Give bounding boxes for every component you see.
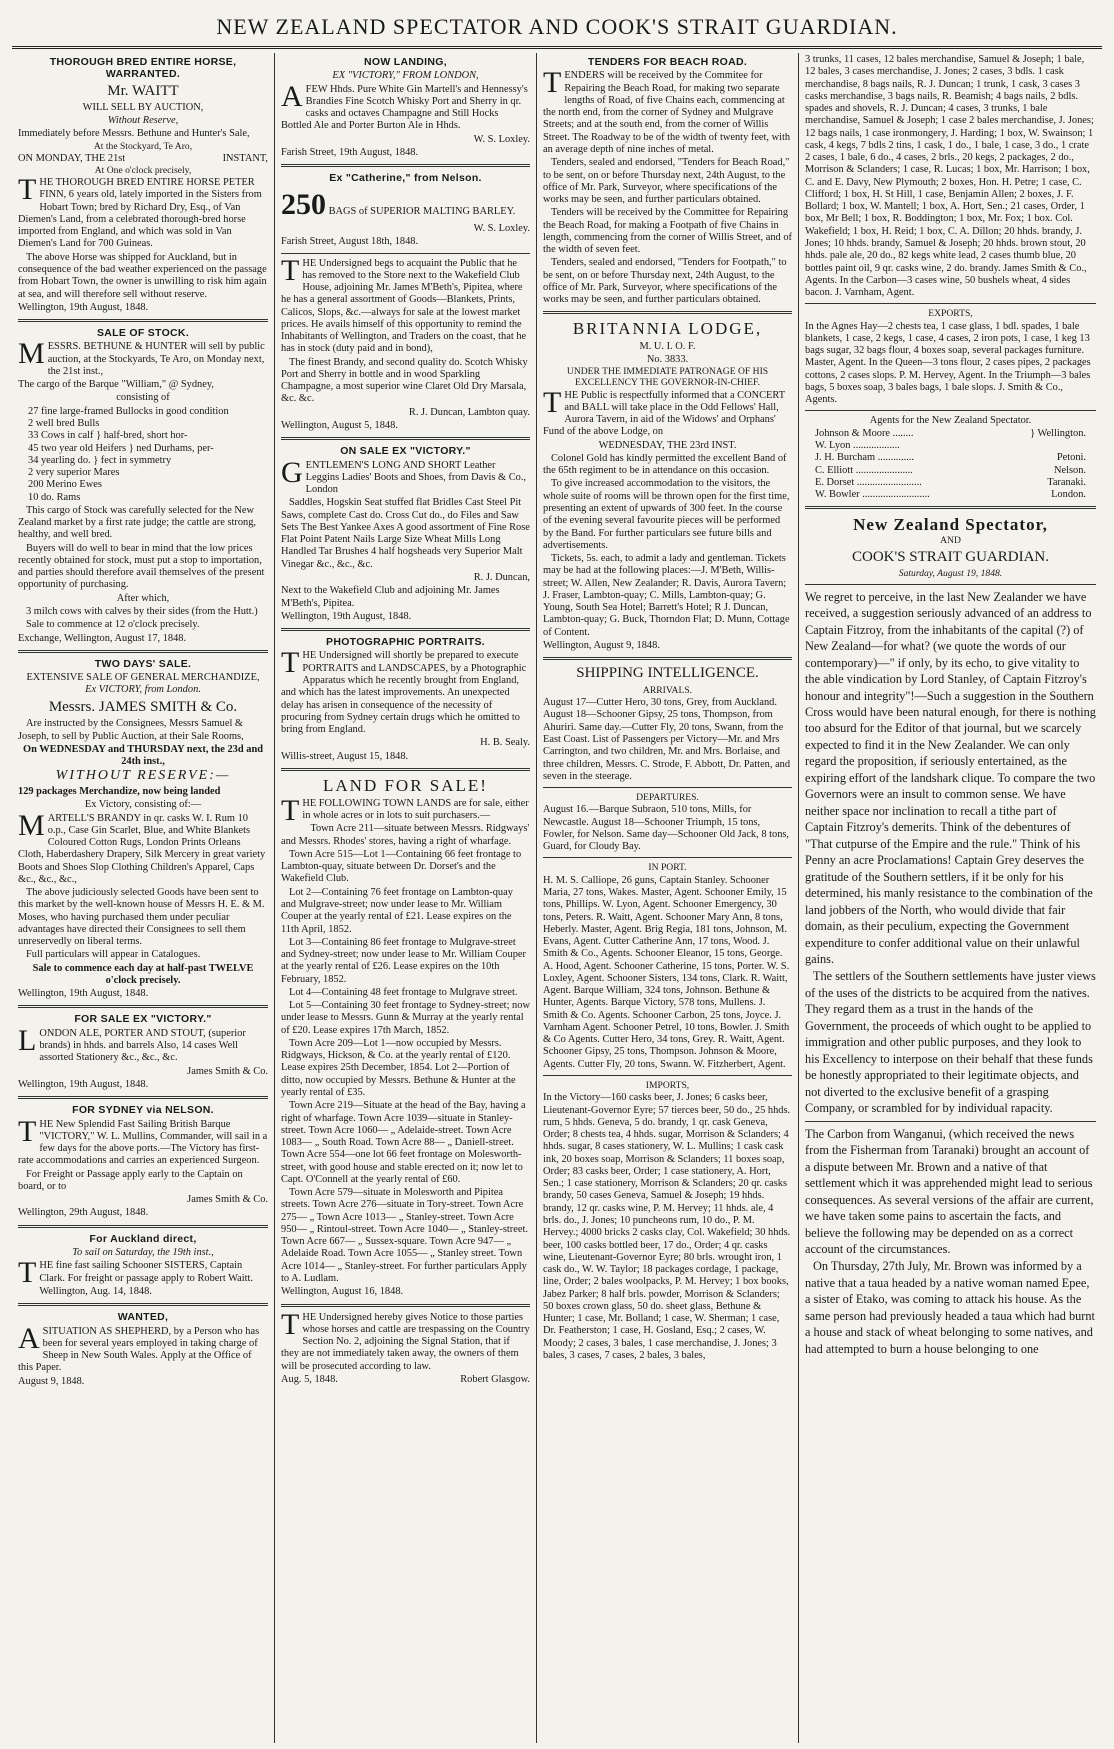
ad-line: On WEDNESDAY and THURSDAY next, the 23d and 24th inst., <box>22 743 264 768</box>
ad-signature: W. S. Loxley. <box>473 223 530 234</box>
ad-signature: W. S. Loxley. <box>473 133 530 145</box>
ad-heading: THOROUGH BRED ENTIRE HORSE, WARRANTED. <box>49 56 237 81</box>
ad-body: 250 BAGS of SUPERIOR MALTING BARLEY. <box>281 187 516 221</box>
ad-body: GENTLEMEN'S LONG AND SHORT Leather Leggins Ladies' Boots and Shoes, from Davis & Co., London <box>281 455 527 496</box>
ad-date: Wellington, Aug. 14, 1848. <box>39 1285 152 1297</box>
news-body: On Thursday, 27th July, Mr. Brown was informed by a native that a taua headed by a native woman named Epee, a sister of Etako, was coming to attack his house. As the same person had previously headed a taua which had burnt a house and stack of wheat belonging to some natives, and had attempted to burn a house belonging to one <box>805 1259 1095 1356</box>
section-heading: SHIPPING INTELLIGENCE. <box>576 665 759 682</box>
ad-signature: James Smith & Co. <box>187 1065 268 1077</box>
agents-list: Johnson & Moore ........ } Wellington. W. Lyon .................. J. H. Burcham .............. Petoni. C. Elliott ...................... Nelson. E. Dorset ......................... Taranaki. W. Bowler .......................... London. <box>815 427 1086 501</box>
ad-body: Town Acre 211—situate between Messrs. Ridgways' and Messrs. Rhodes' stores, having a right of wharfage. <box>281 823 530 847</box>
ad-subheading: Messrs. JAMES SMITH & Co. <box>48 698 238 715</box>
section-subheading: DEPARTURES. <box>636 792 699 804</box>
ad-line: WEDNESDAY, THE 23rd INST. <box>598 439 737 451</box>
ad-line: UNDER THE IMMEDIATE PATRONAGE OF HIS EXCELLENCY THE GOVERNOR-IN-CHIEF. <box>566 366 769 389</box>
ad-body: THE FOLLOWING TOWN LANDS are for sale, either in whole acres or in lots to suit purchasers.— <box>281 793 529 827</box>
ad-date: Wellington, 19th August, 1848. <box>18 1078 149 1090</box>
ad-date: Wellington, August 5, 1848. <box>281 419 398 431</box>
section-subheading: IMPORTS, <box>645 1080 690 1091</box>
ad-body: Tenders, sealed and endorsed, "Tenders for Beach Road," to be sent, on or before Thursday next, 24th August, to the office of Mr. Park, Surveyor, where specifications of the works may be seen, and further particulars obtained. <box>543 157 790 206</box>
section-body: H. M. S. Calliope, 26 guns, Captain Stanley. Schooner Maria, 27 tons, Wakes. Master, Agent. Schooner Emily, 15 tons, Phillips. W. Lyon, Agent. Schooner Emergency, 30 tons, Peters. R. Waitt, Agent. Schooner Mary Ann, 8 tons, Heberly. Master, Agent. Brig Regia, 181 tons, Johnson, M. Evans, Agent. Cutter Catherine Ann, 17 tons, Wood. J. Smith & Co., Agents. Schooner Eleanor, 15 tons, George. A. Hood, Agent. Schooner Catherine, 15 tons, Porter. W. S. Loxley, Agent. Schooner Sisters, 134 tons, Clark. R. Waitt, Agent. Barque William, 324 tons, Johnson. Bethune & Hunter, Agents. Barque Victory, 578 tons, Mullens. J. Smith & Co. Agents. Schooner Carbon, 25 tons, Joyce. J. Varnham Agent. Schooner Petrel, 10 tons, Bowler. J. Smith & Co Agents. Cutter Hero, 34 tons, Grey. R. Waitt, Agent. Schooner Gipsy, 25 tons, Thompson. Johnson & Moore, Agents. Cutter Fly, 20 tons, Swann. W. Fitzherbert, Agent. <box>543 874 790 1070</box>
ad-body: The finest Brandy, and second quality do. Scotch Whisky Port and Sherry in bottle and in wood Sparkling Champagne, a most superior wine Claret Old Dry Marsala, &c. &c. <box>281 356 528 405</box>
ad-body: THE THOROUGH BRED ENTIRE HORSE PETER FINN, 6 years old, lately imported in the Sisters from Hobart Town; bred by Richard Dry, Esq., of Van Diemen's Land, from a celebrated thorough-bred horse imported from England, and which was sold in Van Diemen's Land for 700 Guineas. <box>18 173 262 250</box>
ad-date: Wellington, 29th August, 1848. <box>18 1207 149 1219</box>
ad-body: The above judiciously selected Goods have been sent to this market by the well-known house of Messrs H. E. & M. Moses, who having purchased them under peculiar advantages have directed their Consignees to sell them unreservedly on liberal terms. <box>18 887 265 948</box>
section-subheading: EXPORTS, <box>928 308 973 320</box>
ad-body: Town Acre 515—Lot 1—Containing 66 feet frontage to Lambton-quay, situate between Dr. Dorset's and the Wakefield Club. <box>281 848 522 885</box>
ad-body: Town Acre 579—situate in Molesworth and Pipitea streets. Town Acre 276—situate in Tory-street. Town Acre 275— „ Town Acre 1013— „ Stanley-street. Town Acre 950— „ Rintoul-street. Town Acre 1040— „ Stanley-street. Town Acre 667— „ Sussex-square. Town Acre 947— „ Adelaide Road. Town Acre 1055— „ Stanley street. Town Acre 1014— „ Stanley-street. For further particulars Apply to A. Ludlam. <box>281 1187 528 1284</box>
paper-title-and: AND <box>940 535 961 547</box>
ad-body: To give increased accommodation to the visitors, the whole suite of rooms will be thrown open for the first time, presenting an extent of upwards of 300 feet. In the course of the evening several favourite pieces will be performed by the Band. For further particulars see future bills and advertisements. <box>543 478 790 551</box>
ad-line: consisting of <box>116 392 170 404</box>
ad-body: 129 packages Merchandize, now being landed <box>18 785 221 797</box>
ad-body: Saddles, Hogskin Seat stuffed flat Bridles Cast Steel Pit Saws, complete Cast do. Cross Cut do., do Files and Saw Sets The Best Yankee Axes A good assortment of Fine Rose Flat Point Patent Nails Large Size Wheat Mills Long Handled Tar Brushes 4 half hogsheads very Superior Malt Vinegar &c., &c., &c. <box>281 497 530 570</box>
ad-line: Immediately before Messrs. Bethune and Hunter's Sale, <box>18 127 250 139</box>
section-subheading: Agents for the New Zealand Spectator. <box>869 415 1032 427</box>
section-body: August 17—Cutter Hero, 30 tons, Grey, from Auckland. August 18—Schooner Gipsy, 25 tons, Thompson, from Ahuriri. Same day.—Cutter Fly, 20 tons, Swann, from the East Coast. List of Passengers per Victory—Mr. and Mrs Carrington, and two children, Mr. and Mrs. Borlaise, and three children, Messrs. C. Strode, F. Abbott, Dr. Patten, and seven in the steerage. <box>543 697 791 782</box>
ad-body: Lot 4—Containing 48 feet frontage to Mulgrave street. <box>289 986 518 998</box>
paper-date: Saturday, August 19, 1848. <box>898 568 1003 580</box>
ad-heading: PHOTOGRAPHIC PORTRAITS. <box>326 636 485 649</box>
ad-signature: R. J. Duncan, <box>473 572 530 584</box>
ad-body: Tenders, sealed and endorsed, "Tenders for Footpath," to be sent, on or before Thursday next, 24th August, to the office of Mr. Park, Surveyor, where specifications of the works may be seen, and further particulars obtained. <box>543 257 787 306</box>
paper-title: New Zealand Spectator, <box>853 515 1048 535</box>
ad-line: Ex Victory, consisting of:— <box>84 799 202 811</box>
masthead: NEW ZEALAND SPECTATOR AND COOK'S STRAIT GUARDIAN. <box>12 10 1102 49</box>
ad-body: Buyers will do well to bear in mind that the low prices recently obtained for stock, must put a stop to importation, and parties should therefore avail themselves of the present opportunity of purchasing. <box>18 542 265 591</box>
ad-body: The cargo of the Barque "William," @ Sydney, <box>18 379 214 391</box>
ad-body: THE fine fast sailing Schooner SISTERS, Captain Clark. For freight or passage apply to Robert Waitt. <box>18 1256 253 1290</box>
ad-heading: SALE OF STOCK. <box>96 327 190 340</box>
ad-body: Sale to commence at 12 o'clock precisely. <box>26 619 200 631</box>
ad-heading: BRITANNIA LODGE, <box>572 319 763 339</box>
ad-heading: NOW LANDING, <box>364 56 447 68</box>
ad-heading: ON SALE EX "VICTORY." <box>340 445 471 458</box>
ad-subheading: EX "VICTORY," FROM LONDON, <box>332 70 479 82</box>
ad-body: TENDERS will be received by the Commitee for Repairing the Beach Road, for making two separate lengths of Road, of five Chains each, commencing at the north end, from the corner of Sydney and Mulgrave Streets; and at the south end, from the corner of Willis Street. The Roadway to be of the width of twenty feet, with an average depth of nine inches of metal. <box>543 66 791 155</box>
ad-line: Without Reserve, <box>107 114 179 126</box>
ad-heading: TWO DAYS' SALE. <box>94 657 192 670</box>
section-subheading: IN PORT. <box>648 862 687 874</box>
ad-signature: H. B. Sealy. <box>480 737 530 749</box>
ad-body: Colonel Gold has kindly permitted the excellent Band of the 65th regiment to be in attendance on this occasion. <box>543 452 787 477</box>
ad-body: For Freight or Passage apply early to the Captain on board, or to <box>18 1168 243 1192</box>
ad-body: Next to the Wakefield Club and adjoining Mr. James M'Beth's, Pipitea. <box>281 585 500 609</box>
ad-line: No. 3833. <box>646 353 689 365</box>
ad-line: Sale to commence each day at half-past TWELVE o'clock precisely. <box>32 962 254 986</box>
ad-body: THE Undersigned begs to acquaint the Public that he has removed to the Store next to the Wakefield Club House, adjoining Mr. James M'Beth's, Pipitea, where he has a general assortment of Goods—Blankets, Prints, Calicos, Slops, &c.—always for sale at the lowest market prices. He avails himself of this opportunity to remind the Inhabitants of Wellington, and Traders on the coast, that he has in stock (duty paid and in bond), <box>281 253 527 355</box>
ad-heading: WANTED, <box>117 1311 169 1324</box>
ad-subheading: EXTENSIVE SALE OF GENERAL MERCHANDIZE, <box>26 672 260 684</box>
section-body: August 16.—Barque Subraon, 510 tons, Mills, for Newcastle. August 18—Schooner Triumph, 15 tons, Fowler, for Nelson. Same day—Schooner Old Jack, 8 tons, Guard, for Cloudy Bay. <box>543 804 790 853</box>
ad-line: ON MONDAY, THE 21st INSTANT, <box>18 152 268 164</box>
ad-signature: James Smith & Co. <box>187 1194 268 1206</box>
ad-subheading: M. U. I. O. F. <box>639 341 696 353</box>
ad-body: Town Acre 219—Situate at the head of the Bay, having a right of wharfage. Town Acre 1039—situate in Stanley-street. Town Acre 1060— „ Adelaide-street. Town Acre 1083— „ South Road. Town Acre 88— „ Daniell-street. Town Acre 554—one lot 66 feet frontage on Molesworth-street, with good house and stable erected on it; now let to Capt. O'Connell at the yearly rental of £60. <box>281 1100 526 1185</box>
ad-body: THE Undersigned will shortly be prepared to execute PORTRAITS and LANDSCAPES, by a Photographic Apparatus which he recently brought from England, and which has the latest improvements. An unexpected delay has arisen in consequence of the necessity of procuring from Sydney certain drugs which he omitted to bring from England. <box>281 646 527 736</box>
stock-list: 27 fine large-framed Bullocks in good condition 2 well bred Bulls 33 Cows in calf } half-bred, short hor- 45 two year old Heifers } ned Durhams, per- 34 yearling do. } fect in symmetry 2 very superior Mares 200 Merino Ewes 10 do. Rams <box>28 405 229 503</box>
ad-date: Wellington, August 16, 1848. <box>281 1286 404 1298</box>
editorial-body: The settlers of the Southern settlements have juster views of the uses of the districts to be acquired from the natives. They regard them as a trust in the hands of the Government, the proceeds of which ought to be applied to immigration and other public purposes, and they look to his Excellency to interpose on their behalf that these funds be honestly appropriated to their legitimate objects, and not diverted to the exclusive benefit of a grasping Company, or scrambled for by individual rapacity. <box>805 969 1096 1116</box>
ad-heading: TENDERS FOR BEACH ROAD. <box>587 56 748 68</box>
ad-body: Tenders will be received by the Committee for Repairing the Beach Road, for making a Footpath of five Chains in length, commencing from the corner of Willis Street, and of the width of seven feet. <box>543 207 792 256</box>
ad-line: Ex VICTORY, from London. <box>85 684 201 696</box>
ad-body: Tickets, 5s. each, to admit a lady and gentleman. Tickets may be had at the following places:—J. M'Beth, Willis-street; W. Allen, New Zealander; R. Davis, Aurora Tavern; J. Fraser, Lambton-quay; C. Mills, Lambton-quay; G. Young, South Sea Hotel; Barrett's Hotel; R J. Duncan, Lambton-quay; G. Buck, Thorndon Flat; D. Munn, Cottage of Content. <box>543 553 790 638</box>
ad-body: Lot 2—Containing 76 feet frontage on Lambton-quay and Mulgrave-street; now under lease to Mr. William Couper at the yearly rental of £21. Lease expires on the 11th April, 1852. <box>281 886 513 935</box>
ad-body: MESSRS. BETHUNE & HUNTER will sell by public auction, at the Stockyards, Te Aro, on Monday next, the 21st inst., <box>18 337 265 377</box>
ad-body: AFEW Hhds. Pure White Gin Martell's and Hennessy's Brandies Fine Scotch Whisky Port and Sherry in qr. casks and octaves Champagne and Still Hocks Bottled Ale and Porter Burton Ale in Hhds. <box>281 79 528 132</box>
ad-heading: LAND FOR SALE! <box>323 775 488 795</box>
ad-date: Willis-street, August 15, 1848. <box>281 750 409 762</box>
ad-body: LONDON ALE, PORTER AND STOUT, (superior brands) in hhds. and barrels Also, 14 cases Well assorted Stationery &c., &c., &c. <box>18 1023 246 1064</box>
ad-body: Lot 3—Containing 86 feet frontage to Mulgrave-street and Sydney-street; now under lease to Mr. William Couper at the yearly rental of £26. Lease expires on the 10th February, 1852. <box>281 936 526 985</box>
ad-subheading: To sail on Saturday, the 19th inst., <box>72 1247 214 1259</box>
editorial-body: We regret to perceive, in the last New Zealander we have received, a suggestion seriously advanced of an address to Captain Fitzroy, from the inhabitants of the capital (?) of New Zealand—for what? (we quote the words of our contemporary)—" if only, by its echo, to give vitality to the able vindication by Lord Stanley, of Captain Fitzroy's honour and integrity"!—Such a suggestion in the Southern Cross would have been natural enough, for there is nothing too absurd for the Editor of that journal, but we scarcely expected to find it in the New Zealander. We can only regard the proposition, if seriously entertained, as the expiring effort of the landshark clique. To compare the two Governors were an insult to common sense. We have neither space nor inclination to recall a tithe part of Captain Fitzroy's demerits. Think of the debentures of "That cutpurse of the Empire and the rule." Think of his Penny an acre Proclamations! Captain Grey deserves the gratitude of the Southern settlers, if it be only for his determined, his manly resistance to the combination of the land jobbers of the North, who would divide that fair domain, as their peculium, expecting the Government expenditure to confer additional value on their unlawful gains. <box>805 589 1096 967</box>
column-4 <box>798 53 1102 1743</box>
ad-signature: R. J. Duncan, Lambton quay. <box>408 406 530 418</box>
ad-heading: Ex "Catherine," from Nelson. <box>329 172 482 185</box>
ad-line: Aug. 5, 1848. Robert Glasgow. <box>281 1373 530 1385</box>
ad-body: Are instructed by the Consignees, Messrs Samuel & Joseph, to sell by Public Auction, at their Sale Rooms, <box>18 718 244 742</box>
section-body: 3 trunks, 11 cases, 12 bales merchandise, Samuel & Joseph; 1 bale, 12 bales, 3 cases merchandise, J. Jones; 2 cases, 3 bdls. 1 cask merchandise, 8 bags nails, R. J. Duncan; 1 trunk, 1 cask, 3 cases 3 casks merchandise, 3 bags nails, R. Beamish; 4 bags nails, 2 bdls. spades and shovels, R. J. Duncan; 4 cases, 3 trunks, 1 bale merchandise, Samuel & Joseph; 1 case 2 bales merchandise, J. Jones; 12 bags nails, 1 case ironmongery, J. Harding; 1 box, W. Swainson; 1 cask, 4 kegs, 7 bdls 2 tins, 1 cask, 1 do., 1 bale, 1 case, 3 do., 1 crate 2 cases, 1 bale, 6 do., 4 cases, 2 brls., 20 kegs, 2 packages, 2 do., Morrison & Sclanders; 1 case, R. Lucas; 1 box, Mr. Harrison; 1 box, C. and E. Davy, New Plymouth; 2 boxes, Hon. H. Petre; 1 case, C. Clifford; 1 box, H. St Hill, 1 case, Benjamin Allen; 2 boxes, J. F. Bollard; 1 box, W. Mantell; 1 box, A. Hort, Sen.; 21 cases, Order, 1 box, Mr Bell; 1 box, R. Boddington; 1 box, Mr. Fox; 1 box. Col. Wakefield; 1 box, H. Reid; 1 box, C. A. Dillon; 20 hhds. brandy, J. Jones; 10 hhds. brandy, Samuel & Joseph; 20 hhds. brown stout, 20 hhds. pale ale, 20 do., 82 kegs white lead, 2 cases thumb blue, 20 bottles paint oil, 9 qr. casks wine, 2 do. brandy. James Smith & Co., Agents. In the Carbon—3 cases wine, 50 bushels wheat, 4 sides bacon. J. Varnham, Agent. <box>805 54 1094 299</box>
ad-date: Exchange, Wellington, August 17, 1848. <box>18 632 187 644</box>
ad-heading: FOR SALE EX "VICTORY." <box>74 1013 212 1026</box>
ad-body: ASITUATION AS SHEPHERD, by a Person who has been for several years employed in taking charge of Sheep in New South Wales. Apply at the Office of this Paper. <box>18 1321 260 1374</box>
ad-heading: For Auckland direct, <box>89 1232 197 1245</box>
ad-date: Wellington, 19th August, 1848. <box>18 301 149 313</box>
news-body: The Carbon from Wanganui, (which received the news from the Fisherman from Taranaki) brought an account of a dispute between Mr. Brown and a native of that settlement which it was apprehended might lead to serious consequences. As several versions of the affair are current, we have taken some pains to ascertain the facts, and believe the following may be depended on as a correct account of the circumstances. <box>805 1126 1094 1256</box>
ad-line: WILL SELL BY AUCTION, <box>82 102 204 114</box>
ad-body: Full particulars will appear in Catalogues. <box>26 949 201 961</box>
column-3 <box>536 53 798 1743</box>
ad-body: The above Horse was shipped for Auckland, but in consequence of the bad weather experienced on the passage from Hobart Town, the owner is unwilling to risk him again at sea, and will therefore sell without reserve. <box>18 251 267 300</box>
column-1 <box>12 53 274 1743</box>
ad-line: WITHOUT RESERVE:— <box>55 768 231 784</box>
ad-body: THE New Splendid Fast Sailing British Barque "VICTORY," W. L. Mullins, Commander, will sail in a few days for the above ports.—The Victory has first-rate accommodations and carries an experienced Surgeon. <box>18 1114 268 1167</box>
ad-body: THE Undersigned hereby gives Notice to those parties whose horses and cattle are trespassing on the Country Section No. 2, adjoining the Signal Station, that if they are not immediately taken away, the owners of them will be prosecuted according to law. <box>281 1307 530 1372</box>
ad-body: 3 milch cows with calves by their sides (from the Hutt.) <box>26 606 258 617</box>
ad-line: After which, <box>116 592 170 604</box>
section-body: In the Agnes Hay—2 chests tea, 1 case glass, 1 bdl. spades, 1 bale blankets, 1 case, 2 kegs, 1 case, 4 cases, 2 iron pots, 1 case, 1 keg 13 bags sugar, 32 bags flour, 4 boxes soap, several packages furniture. Master, Agent. In the Queen—3 tons flour, 2 cases pipes, 2 packages cottons, 2 cases slops. P. M. Hervey, Agent. In the Triumph—3 bales bags, 5 boxes soap, 3 bales bags, 1 bale slops. J. Smith & Co., Agents. <box>805 320 1091 406</box>
column-2 <box>274 53 536 1743</box>
ad-date: Farish Street, August 18th, 1848. <box>281 236 419 248</box>
section-body: In the Victory—160 casks beer, J. Jones; 6 casks beer, Lieutenant-Governor Eyre; 57 tierces beer, 50 do., 25 hhds. rum, 5 hhds. Geneva, 5 do. brandy, 1 qr. cask Geneva, Order; 8 chests tea, 4 hhds. sugar, Morrison & Sclanders; 4 hhds. sugar, 8 cases stationery, W. L. Mullins; 1 cask cask ink, 20 boxes soap, Morrison & Sclanders; 11 boxes soap, Order; 83 casks beer, Order; 1 case stationery, A. Hort, Sen.; 1 case stationery, Morrison & Sclanders; 20 qr. casks brandy, 50 cases Geneva, Samuel & Joseph; 19 hhds. brandy, 12 qr. casks wine, P. M. Hervey; 11 hhds. ale, 4 brls. do., J. Jones; 10 puncheons rum, 10 do., P. M. Hervey.; 4000 bricks 2 casks clay, Col. Wakefield; 30 hhds. beer, 100 casks bottled beer, 17 do., Order; 4 qr. casks wine, Lieutenant-Governor Eyre; 80 brls. wrought iron, 1 cask do., W. W. Taylor; 18 packages cordage, 1 package, line, Order; 2 bales woolpacks, P. M. Hervey; 1 box books, Jabez Parker; 8 half brls. powder, Morrison & Sclanders; 50 boxes crown glass, 50 do. sheet glass, Bethune & Hunter; 1 case, Mr. Bolland; 1 case, W. Sherman; 1 case, Dr. Featherston; 1 case, H. Gosland, Esq.; 2 cases, W. Moody; 2 cases, 3 bales, 1 case merchandise, J. Jones; 3 bales, 3 cases, 7 cases, 2 bales, 3 bales, <box>543 1092 791 1361</box>
ad-body: Lot 5—Containing 30 feet frontage to Sydney-street; now under lease to Messrs. Gunn & Murray at the yearly rental of £20. Lease expires 17th March, 1852. <box>281 1000 530 1036</box>
ad-date: Farish Street, 19th August, 1848. <box>281 146 419 158</box>
ad-body: Town Acre 209—Lot 1—now occupied by Messrs. Ridgways, Hickson, & Co. at the yearly rental of £120. Lease expires 25th December, 1854. Lot 2—Portion of ditto, now occupied by Messrs. Bethune & Hunter at the yearly rental of £35. <box>281 1037 516 1098</box>
ad-date: Wellington, 19th August, 1848. <box>18 988 149 1000</box>
paper-subtitle: COOK'S STRAIT GUARDIAN. <box>851 548 1050 565</box>
ad-date: Wellington, 19th August, 1848. <box>281 610 412 622</box>
ad-date: Wellington, August 9, 1848. <box>543 639 660 651</box>
ad-body: This cargo of Stock was carefully selected for the New Zealand market by a first rate judge; the cattle are strong, healthy, and well bred. <box>18 504 257 541</box>
ad-heading: FOR SYDNEY via NELSON. <box>72 1104 214 1117</box>
ad-line: At One o'clock precisely, <box>94 164 192 176</box>
ad-line: At the Stockyard, Te Aro, <box>93 141 193 153</box>
ad-body: THE Public is respectfully informed that a CONCERT and BALL will take place in the Odd Fellows' Hall, Aurora Tavern, in aid of the Widows' and Orphans' Fund of the above Lodge, on <box>543 385 785 438</box>
ad-date: August 9, 1848. <box>18 1375 85 1387</box>
ad-body: MARTELL'S BRANDY in qr. casks W. I. Rum 10 o.p., Case Gin Scarlet, Blue, and White Blankets Coloured Cotton Rugs, London Prints Orleans Cloth, Haberdashery Drapery, Silk Mercery in great variety Boots and Shoes Slop Clothing Children's Apparel, Caps &c., &c., &c., <box>18 808 266 885</box>
ad-subheading: Mr. WAITT <box>107 82 179 99</box>
section-subheading: ARRIVALS. <box>642 684 693 696</box>
